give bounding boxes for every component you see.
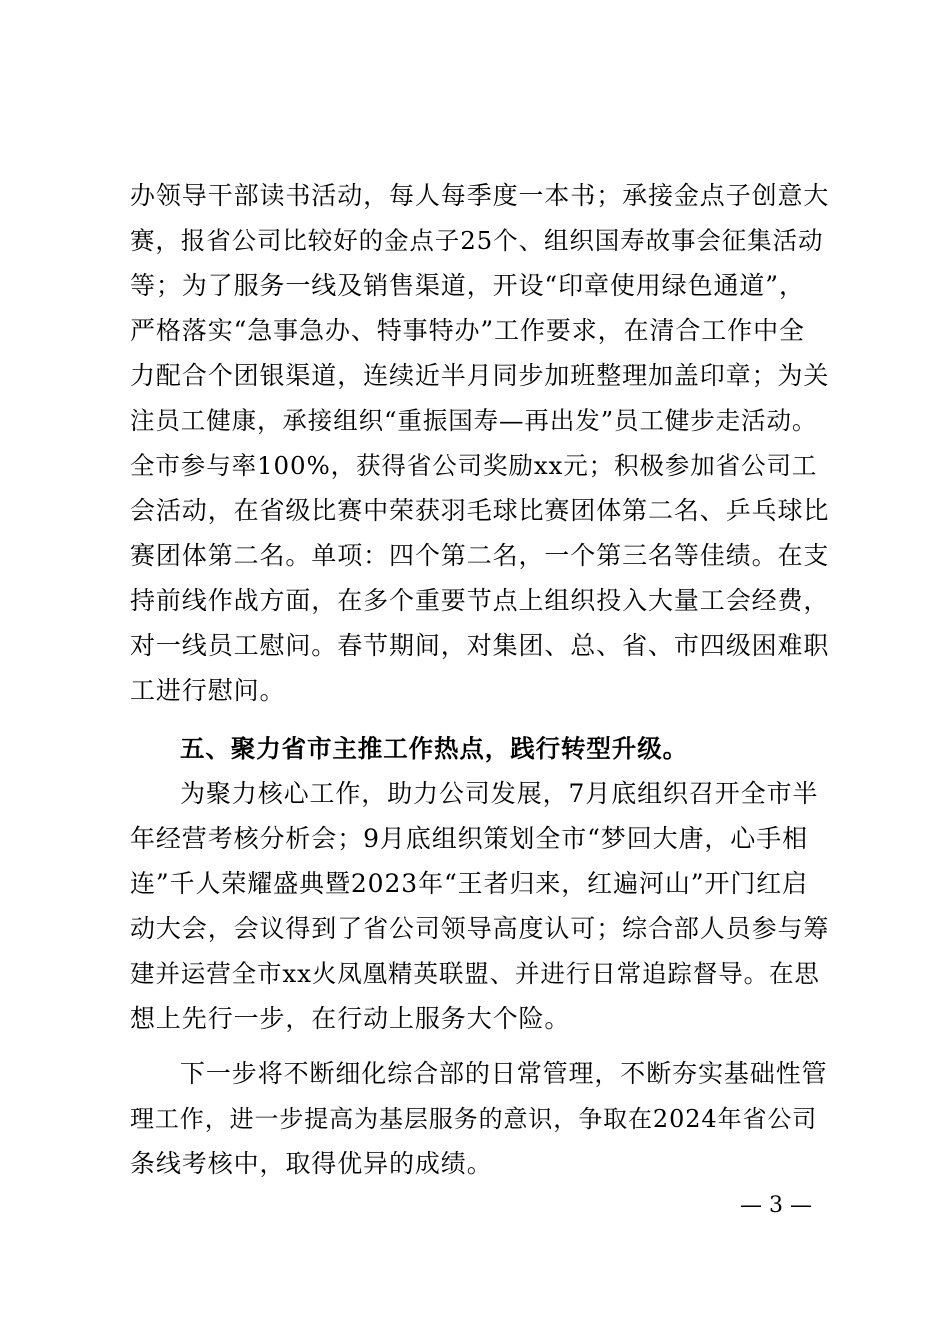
body-text-line: 注员工健康，承接组织“重振国寿—再出发”员工健步走活动。	[130, 406, 818, 435]
body-text-line: 等；为了服务一线及销售渠道，开设“印章使用绿色通道”，	[130, 271, 805, 300]
body-text-line: 赛团体第二名。单项：四个第二名，一个第三名等佳绩。在支	[130, 541, 830, 570]
body-text-line: 想上先行一步，在行动上服务大个险。	[130, 1004, 571, 1033]
body-text-line: 力配合个团银渠道，连续近半月同步加班整理加盖印章；为关	[130, 361, 830, 390]
body-text-line: 办领导干部读书活动，每人每季度一本书；承接金点子创意大	[130, 181, 830, 210]
body-text-line: 全市参与率100%，获得省公司奖励xx元；积极参加省公司工	[130, 451, 818, 480]
page-number: — 3 —	[740, 1193, 812, 1218]
body-text-line: 持前线作战方面，在多个重要节点上组织投入大量工会经费，	[130, 586, 830, 615]
body-text-line: 建并运营全市xx火凤凰精英联盟、并进行日常追踪督导。在思	[130, 959, 820, 988]
body-text-line: 理工作，进一步提高为基层服务的意识，争取在2024年省公司	[130, 1105, 818, 1133]
body-text-line: 为聚力核心工作，助力公司发展，7月底组织召开全市半	[180, 779, 819, 808]
body-text-line: 赛，报省公司比较好的金点子25个、组织国寿故事会征集活动	[130, 226, 824, 255]
body-text-line: 对一线员工慰问。春节期间，对集团、总、省、市四级困难职	[130, 631, 830, 660]
section-heading: 五、聚力省市主推工作热点，践行转型升级。	[180, 734, 688, 763]
body-text-line: 下一步将不断细化综合部的日常管理，不断夯实基础性管	[180, 1059, 828, 1088]
body-text-line: 会活动，在省级比赛中荣获羽毛球比赛团体第二名、乒乓球比	[130, 496, 830, 525]
body-text-line: 动大会，会议得到了省公司领导高度认可；综合部人员参与筹	[130, 914, 830, 943]
body-text-line: 工进行慰问。	[130, 676, 286, 705]
body-text-line: 严格落实“急事急办、特事特办”工作要求，在清合工作中全	[130, 316, 805, 345]
body-text-line: 年经营考核分析会；9月底组织策划全市“梦回大唐，心手相	[130, 824, 808, 853]
body-text-line: 条线考核中，取得优异的成绩。	[130, 1149, 493, 1178]
body-text-line: 连”千人荣耀盛典暨2023年“王者归来，红遍河山”开门红启	[130, 869, 809, 898]
